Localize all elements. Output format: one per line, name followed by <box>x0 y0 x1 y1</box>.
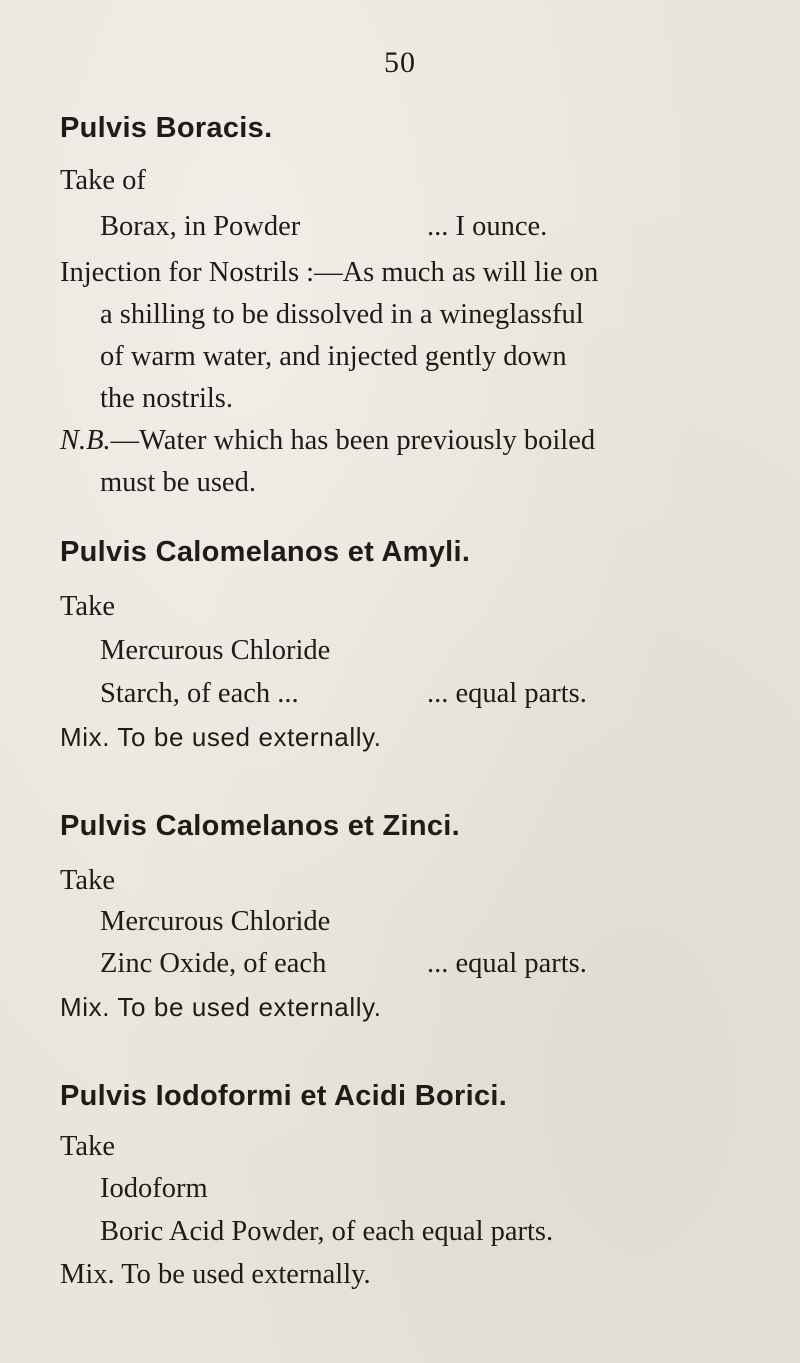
note-text: —Water which has been previously boiled <box>110 425 596 456</box>
ingredient-quantity: ... equal parts. <box>427 678 587 709</box>
recipe-line: Take <box>60 591 115 622</box>
ingredient-line: Boric Acid Powder, of each equal parts. <box>100 1216 554 1247</box>
ingredient-name: Borax, in Powder <box>100 211 301 242</box>
instruction-line: Mix. To be used externally. <box>60 722 382 752</box>
section-title-pulvis-boracis: Pulvis Boracis. <box>60 112 273 144</box>
ingredient-name: Mercurous Chloride <box>100 906 331 937</box>
page-number: 50 <box>384 46 416 79</box>
instruction-line: a shilling to be dissolved in a wineglassful <box>100 299 584 330</box>
ingredient-quantity: ... I ounce. <box>427 211 548 242</box>
instruction-line: Mix. To be used externally. <box>60 992 382 1022</box>
ingredient-name: Mercurous Chloride <box>100 635 331 666</box>
recipe-line: Take of <box>60 165 146 196</box>
instruction-line: of warm water, and injected gently down <box>100 341 567 372</box>
note-line: must be used. <box>100 467 256 498</box>
section-title-calomelanos-amyli: Pulvis Calomelanos et Amyli. <box>60 536 471 568</box>
note-label: N.B. <box>60 425 111 456</box>
instruction-line: Mix. To be used externally. <box>60 1259 371 1290</box>
ingredient-name: Starch, of each ... <box>100 678 299 709</box>
ingredient-name: Iodoform <box>100 1173 208 1204</box>
section-title-iodoformi-acidi-borici: Pulvis Iodoformi et Acidi Borici. <box>60 1080 508 1112</box>
section-title-calomelanos-zinci: Pulvis Calomelanos et Zinci. <box>60 810 461 842</box>
instruction-line: Injection for Nostrils :—As much as will lie on <box>60 257 599 288</box>
ingredient-quantity: ... equal parts. <box>427 948 587 979</box>
ingredient-name: Zinc Oxide, of each <box>100 948 327 979</box>
recipe-line: Take <box>60 865 115 896</box>
recipe-line: Take <box>60 1131 115 1162</box>
note-line <box>60 424 595 458</box>
instruction-line: the nostrils. <box>100 383 233 414</box>
